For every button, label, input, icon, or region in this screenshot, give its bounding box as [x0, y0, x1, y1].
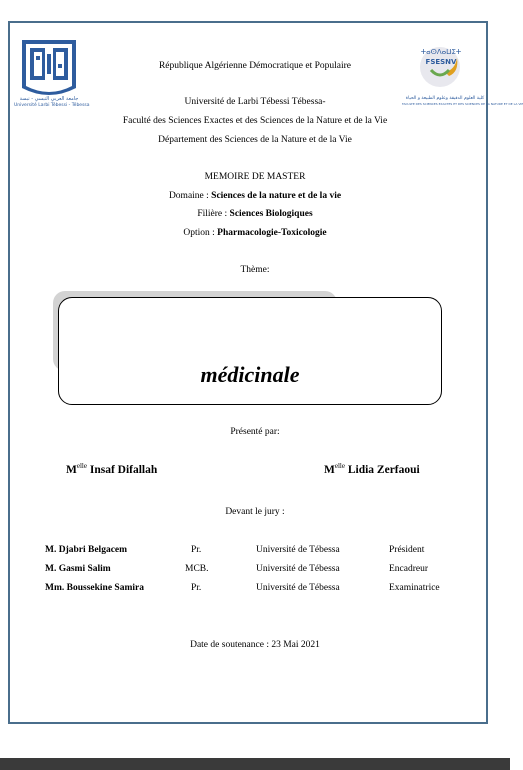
jury-institution: Université de Tébessa	[256, 564, 340, 574]
option-label: Option :	[183, 228, 218, 238]
jury-role: Encadreur	[389, 564, 429, 574]
theme-title: médicinale	[200, 362, 300, 387]
author-1-name: Insaf Difallah	[86, 463, 158, 476]
domaine-line	[0, 191, 510, 201]
author-2-prefix: M	[324, 463, 335, 476]
viewer-bottom-bar	[0, 758, 510, 770]
jury-role: Examinatrice	[389, 583, 440, 593]
memoir-title: MEMOIRE DE MASTER	[204, 172, 306, 182]
left-logo-caption-fr: Université Larbi Tébessi - Tébessa	[14, 103, 90, 108]
jury-label: Devant le jury :	[225, 507, 285, 517]
filiere-line	[0, 209, 510, 219]
faculty-logo-tifinagh: ⵜⴰⵙⴷⴰⵡⵉⵜ	[420, 48, 462, 56]
right-logo-caption-fr: FACULTE DES SCIENCES EXACTES ET DES SCIENCES DE LA NATURE ET DE LA VIE	[402, 102, 523, 106]
jury-grade: MCB.	[185, 564, 209, 574]
jury-name: M. Gasmi Salim	[45, 564, 111, 574]
domaine-value: Sciences de la nature et de la vie	[211, 191, 342, 201]
jury-institution: Université de Tébessa	[256, 545, 340, 555]
author-2	[324, 462, 420, 476]
faculty-name: Faculté des Sciences Exactes et des Sciences de la Nature et de la Vie	[122, 116, 388, 126]
author-1-sup: elle	[76, 462, 87, 470]
university-name: Université de Larbi Tébessi Tébessa-	[184, 97, 326, 107]
jury-grade: Pr.	[191, 545, 202, 555]
right-logo-caption-ar: كلية العلوم الدقيقة وعلوم الطبيعة و الحياة	[405, 96, 485, 101]
filiere-value: Sciences Biologiques	[229, 209, 313, 219]
author-2-name: Lidia Zerfaoui	[344, 463, 420, 476]
filiere-label: Filière :	[197, 209, 230, 219]
republic-name: République Algérienne Démocratique et Populaire	[158, 61, 352, 71]
jury-institution: Université de Tébessa	[256, 583, 340, 593]
presented-by-label: Présenté par:	[230, 427, 280, 437]
jury-name: M. Djabri Belgacem	[45, 545, 128, 555]
theme-box	[58, 297, 442, 405]
department-name: Département des Sciences de la Nature et de la Vie	[158, 135, 352, 145]
jury-name: Mm. Boussekine Samira	[45, 583, 144, 593]
author-1-prefix: M	[66, 463, 77, 476]
defense-date: Date de soutenance : 23 Mai 2021	[190, 640, 320, 650]
theme-label: Thème:	[240, 265, 270, 275]
author-2-sup: elle	[334, 462, 345, 470]
faculty-logo-label: FSESNV	[425, 58, 457, 66]
jury-row	[0, 564, 510, 578]
left-logo-caption-ar: جامعة العربي التبسي - تبسة	[19, 96, 79, 102]
option-line	[0, 228, 510, 238]
option-value: Pharmacologie-Toxicologie	[217, 228, 327, 238]
domaine-label: Domaine :	[168, 191, 212, 201]
jury-row	[0, 583, 510, 597]
jury-role: Président	[389, 545, 425, 555]
jury-row	[0, 545, 510, 559]
jury-grade: Pr.	[191, 583, 202, 593]
author-1	[66, 462, 157, 476]
